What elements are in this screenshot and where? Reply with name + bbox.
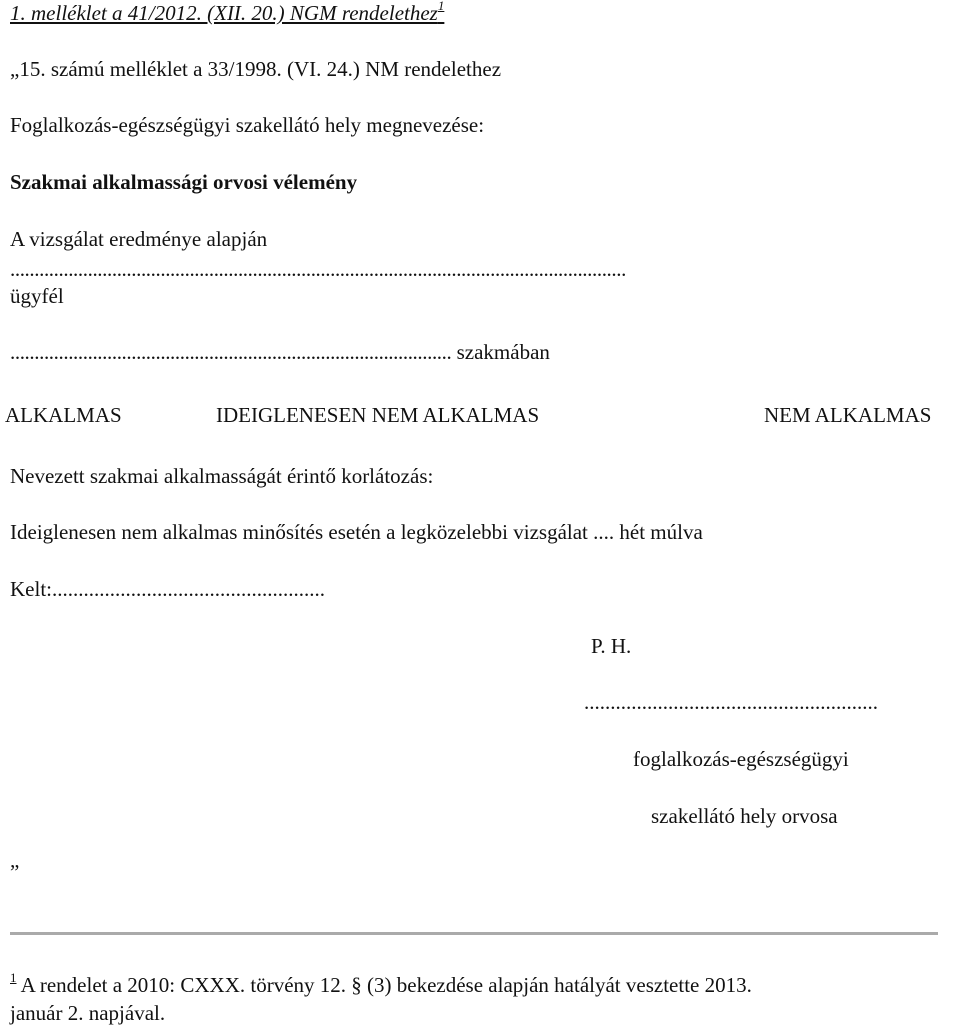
annex-reference-text: 1. melléklet a 41/2012. (XII. 20.) NGM rendelethez xyxy=(10,1,438,25)
option-unfit[interactable]: NEM ALKALMAS xyxy=(764,403,932,427)
trade-name-field[interactable]: ........................................................................................... xyxy=(10,340,452,364)
next-exam-text: Ideiglenesen nem alkalmas minősítés esetén a legközelebbi vizsgálat .... hét múlva xyxy=(10,520,703,544)
quoted-annex-reference: „15. számú melléklet a 33/1998. (VI. 24.) NM rendelethez xyxy=(10,57,502,81)
footnote-marker[interactable]: 1 xyxy=(437,0,445,13)
footnote-text-line1: A rendelet a 2010: CXXX. törvény 12. § (3) bekezdése alapján hatályát vesztette 2013. xyxy=(20,973,752,997)
document-title: Szakmai alkalmassági orvosi vélemény xyxy=(10,170,358,194)
signer-title-line2: szakellátó hely orvosa xyxy=(651,804,838,828)
provider-name-label: Foglalkozás-egészségügyi szakellátó hely megnevezése: xyxy=(10,113,485,137)
seal-placeholder: P. H. xyxy=(591,634,632,658)
signature-field[interactable]: ........................................................ xyxy=(584,690,878,714)
signer-title-line1: foglalkozás-egészségügyi xyxy=(633,747,849,771)
option-temporarily-unfit[interactable]: IDEIGLENESEN NEM ALKALMAS xyxy=(216,403,540,427)
footnote-number[interactable]: 1 xyxy=(10,970,17,985)
footnote-line1 xyxy=(10,970,752,997)
client-name-field[interactable]: ............................................................................................................................... xyxy=(10,257,626,281)
exam-basis-text: A vizsgálat eredménye alapján xyxy=(10,227,268,251)
footnote-divider xyxy=(10,932,938,935)
date-field[interactable]: Kelt:.................................................... xyxy=(10,577,325,601)
trade-label: szakmában xyxy=(456,340,550,364)
annex-reference xyxy=(10,0,445,25)
option-fit[interactable]: ALKALMAS xyxy=(5,403,122,427)
client-label: ügyfél xyxy=(10,284,64,308)
restriction-label: Nevezett szakmai alkalmasságát érintő korlátozás: xyxy=(10,464,434,488)
closing-quote: „ xyxy=(10,848,20,872)
trade-row xyxy=(10,342,550,363)
footnote-text-line2: január 2. napjával. xyxy=(10,1001,166,1025)
